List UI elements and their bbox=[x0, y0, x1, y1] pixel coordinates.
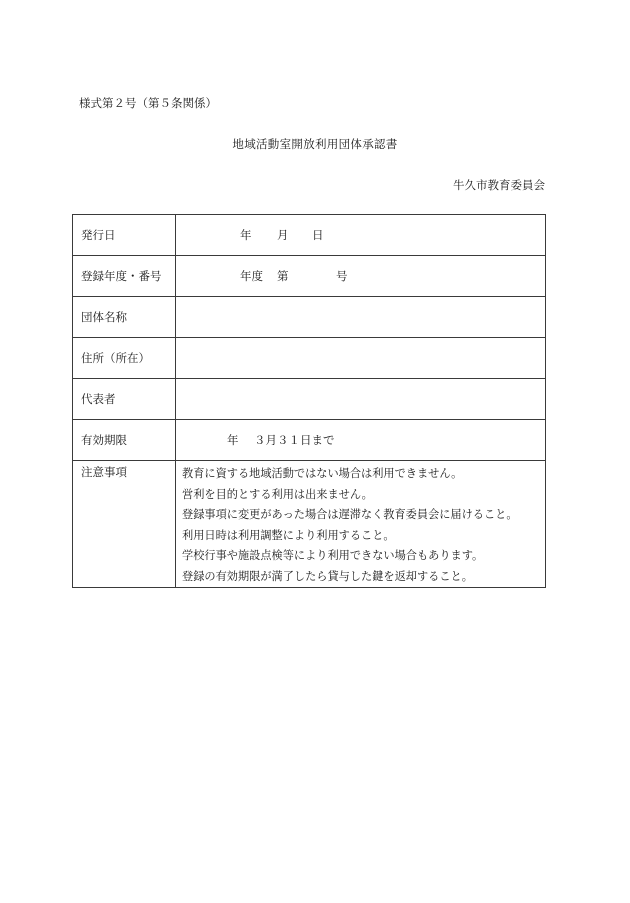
registration-row bbox=[73, 256, 546, 297]
representative-row bbox=[73, 379, 546, 420]
note-item: 学校行事や施設点検等により利用できない場合もあります。 bbox=[182, 549, 484, 562]
issuer-name: 牛久市教育委員会 bbox=[453, 178, 545, 192]
validity-label: 有効期限 bbox=[73, 420, 176, 461]
registration-label: 登録年度・番号 bbox=[73, 256, 176, 297]
issue-date-day-unit: 日 bbox=[312, 228, 324, 242]
notes-list bbox=[176, 461, 545, 587]
notes-row bbox=[73, 461, 546, 588]
group-name-row bbox=[73, 297, 546, 338]
address-field[interactable] bbox=[176, 338, 546, 379]
validity-year-unit: 年 bbox=[227, 433, 239, 447]
approval-form-table bbox=[72, 214, 546, 588]
notes-cell bbox=[176, 461, 546, 588]
issue-date-month-unit: 月 bbox=[277, 228, 289, 242]
note-item: 登録の有効期限が満了したら貸与した鍵を返却すること。 bbox=[182, 569, 473, 583]
registration-number-prefix: 第 bbox=[277, 269, 289, 283]
issue-date-label: 発行日 bbox=[73, 215, 176, 256]
note-item: 営利を目的とする利用は出来ません。 bbox=[182, 487, 373, 501]
registration-field[interactable] bbox=[176, 256, 546, 297]
group-name-label: 団体名称 bbox=[73, 297, 176, 338]
registration-year-unit: 年度 bbox=[240, 269, 263, 283]
document-title: 地域活動室開放利用団体承認書 bbox=[232, 137, 398, 151]
address-label: 住所（所在） bbox=[73, 338, 176, 379]
registration-number-suffix: 号 bbox=[336, 269, 348, 283]
validity-row bbox=[73, 420, 546, 461]
representative-label: 代表者 bbox=[73, 379, 176, 420]
representative-field[interactable] bbox=[176, 379, 546, 420]
issue-date-row bbox=[73, 215, 546, 256]
issue-date-field[interactable] bbox=[176, 215, 546, 256]
note-item: 登録事項に変更があった場合は遅滞なく教育委員会に届けること。 bbox=[182, 508, 518, 521]
address-row bbox=[73, 338, 546, 379]
note-item: 教育に資する地域活動ではない場合は利用できません。 bbox=[182, 467, 463, 480]
form-number: 様式第２号（第５条関係） bbox=[79, 96, 217, 110]
notes-label: 注意事項 bbox=[73, 461, 176, 588]
issue-date-year-unit: 年 bbox=[240, 228, 252, 242]
validity-field[interactable] bbox=[176, 420, 546, 461]
validity-date-text: ３月３１日まで bbox=[254, 433, 335, 447]
note-item: 利用日時は利用調整により利用すること。 bbox=[182, 528, 395, 542]
group-name-field[interactable] bbox=[176, 297, 546, 338]
